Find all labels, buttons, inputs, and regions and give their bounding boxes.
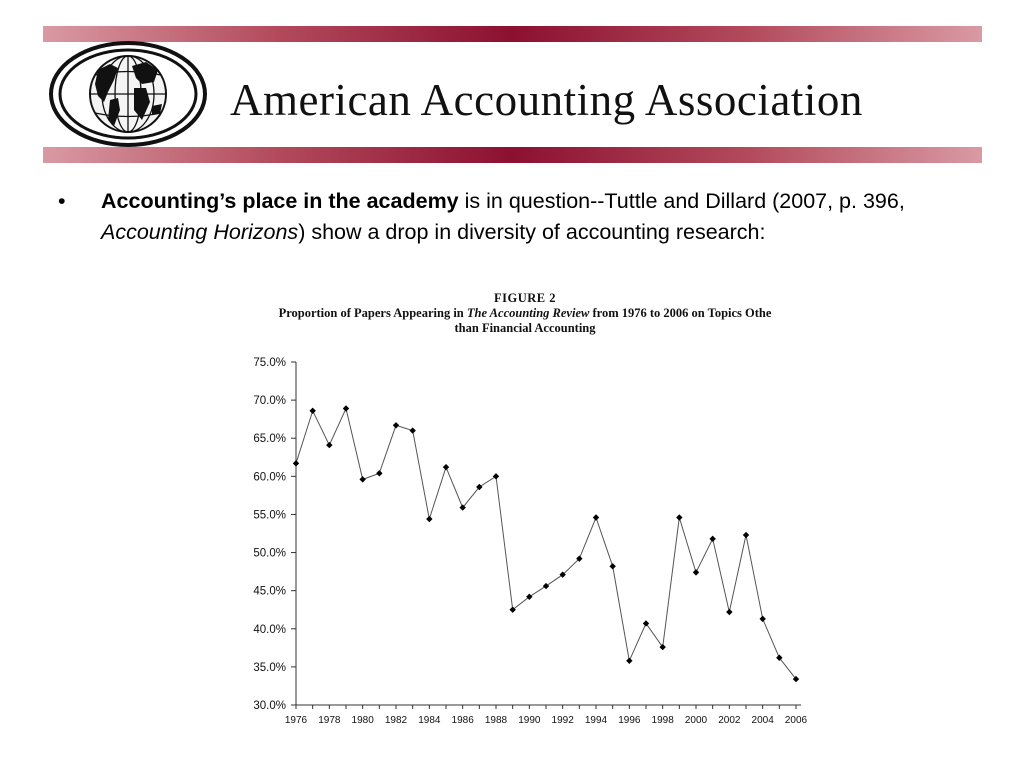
data-point (426, 516, 432, 522)
figure-title-part1: Proportion of Papers Appearing in (278, 306, 467, 320)
x-tick-label: 1994 (584, 715, 608, 726)
data-point (393, 422, 399, 428)
x-tick-label: 1998 (651, 715, 674, 726)
data-point (743, 532, 749, 538)
data-point (676, 514, 682, 520)
data-point (359, 476, 365, 482)
bullet-item (58, 186, 998, 248)
data-point (693, 569, 699, 575)
x-tick-label: 1984 (418, 715, 441, 726)
x-tick-label: 1992 (551, 715, 574, 726)
bullet-icon: • (58, 189, 66, 213)
data-point (409, 427, 415, 433)
y-tick-label: 50.0% (253, 547, 286, 560)
y-tick-label: 70.0% (253, 395, 286, 408)
x-tick-label: 2002 (718, 715, 741, 726)
figure-title (180, 306, 870, 336)
x-tick-label: 1988 (484, 715, 508, 726)
data-point (493, 473, 499, 479)
x-tick-label: 2000 (684, 715, 708, 726)
figure-title-part3: than Financial Accounting (454, 321, 596, 335)
bullet-bold: Accounting’s place in the academy (101, 189, 459, 213)
line-chart (220, 345, 820, 730)
y-tick-label: 45.0% (253, 585, 286, 598)
data-point (593, 514, 599, 520)
globe-icon (48, 40, 208, 148)
x-tick-label: 1986 (451, 715, 474, 726)
y-tick-label: 60.0% (253, 471, 286, 484)
x-tick-label: 1976 (284, 715, 308, 726)
data-point (309, 408, 315, 414)
data-point (709, 536, 715, 542)
bullet-italic: Accounting Horizons (101, 220, 299, 244)
header-band-bottom (43, 147, 982, 163)
figure-title-italic: The Accounting Review (466, 306, 590, 320)
bullet-text (101, 186, 998, 248)
data-point (759, 616, 765, 622)
data-point (326, 442, 332, 448)
organization-name: American Accounting Association (230, 75, 863, 125)
data-point (343, 405, 349, 411)
bullet-text-part2: ) show a drop in diversity of accounting research: (298, 220, 766, 244)
y-tick-label: 35.0% (253, 661, 286, 674)
data-point (609, 563, 615, 569)
x-tick-label: 2004 (751, 715, 774, 726)
figure-label: FIGURE 2 (494, 291, 556, 305)
y-tick-label: 75.0% (253, 357, 286, 369)
figure-title-part2: from 1976 to 2006 on Topics Othe (589, 306, 772, 320)
x-tick-label: 1990 (518, 715, 541, 726)
x-tick-label: 2006 (784, 715, 808, 726)
y-tick-label: 40.0% (253, 623, 286, 636)
data-point (376, 470, 382, 476)
data-point (643, 620, 649, 626)
data-point (726, 609, 732, 615)
series-line (296, 409, 796, 680)
x-tick-label: 1980 (351, 715, 374, 726)
bullet-text-part1: is in question--Tuttle and Dillard (2007, p. 396, (458, 189, 905, 213)
y-tick-label: 30.0% (253, 700, 286, 712)
data-point (659, 644, 665, 650)
x-tick-label: 1982 (384, 715, 408, 726)
data-point (443, 464, 449, 470)
data-point (543, 583, 549, 589)
x-tick-label: 1996 (618, 715, 641, 726)
data-point (293, 460, 299, 466)
data-point (626, 658, 632, 664)
y-tick-label: 65.0% (253, 433, 286, 446)
y-tick-label: 55.0% (253, 509, 286, 522)
x-tick-label: 1978 (318, 715, 341, 726)
